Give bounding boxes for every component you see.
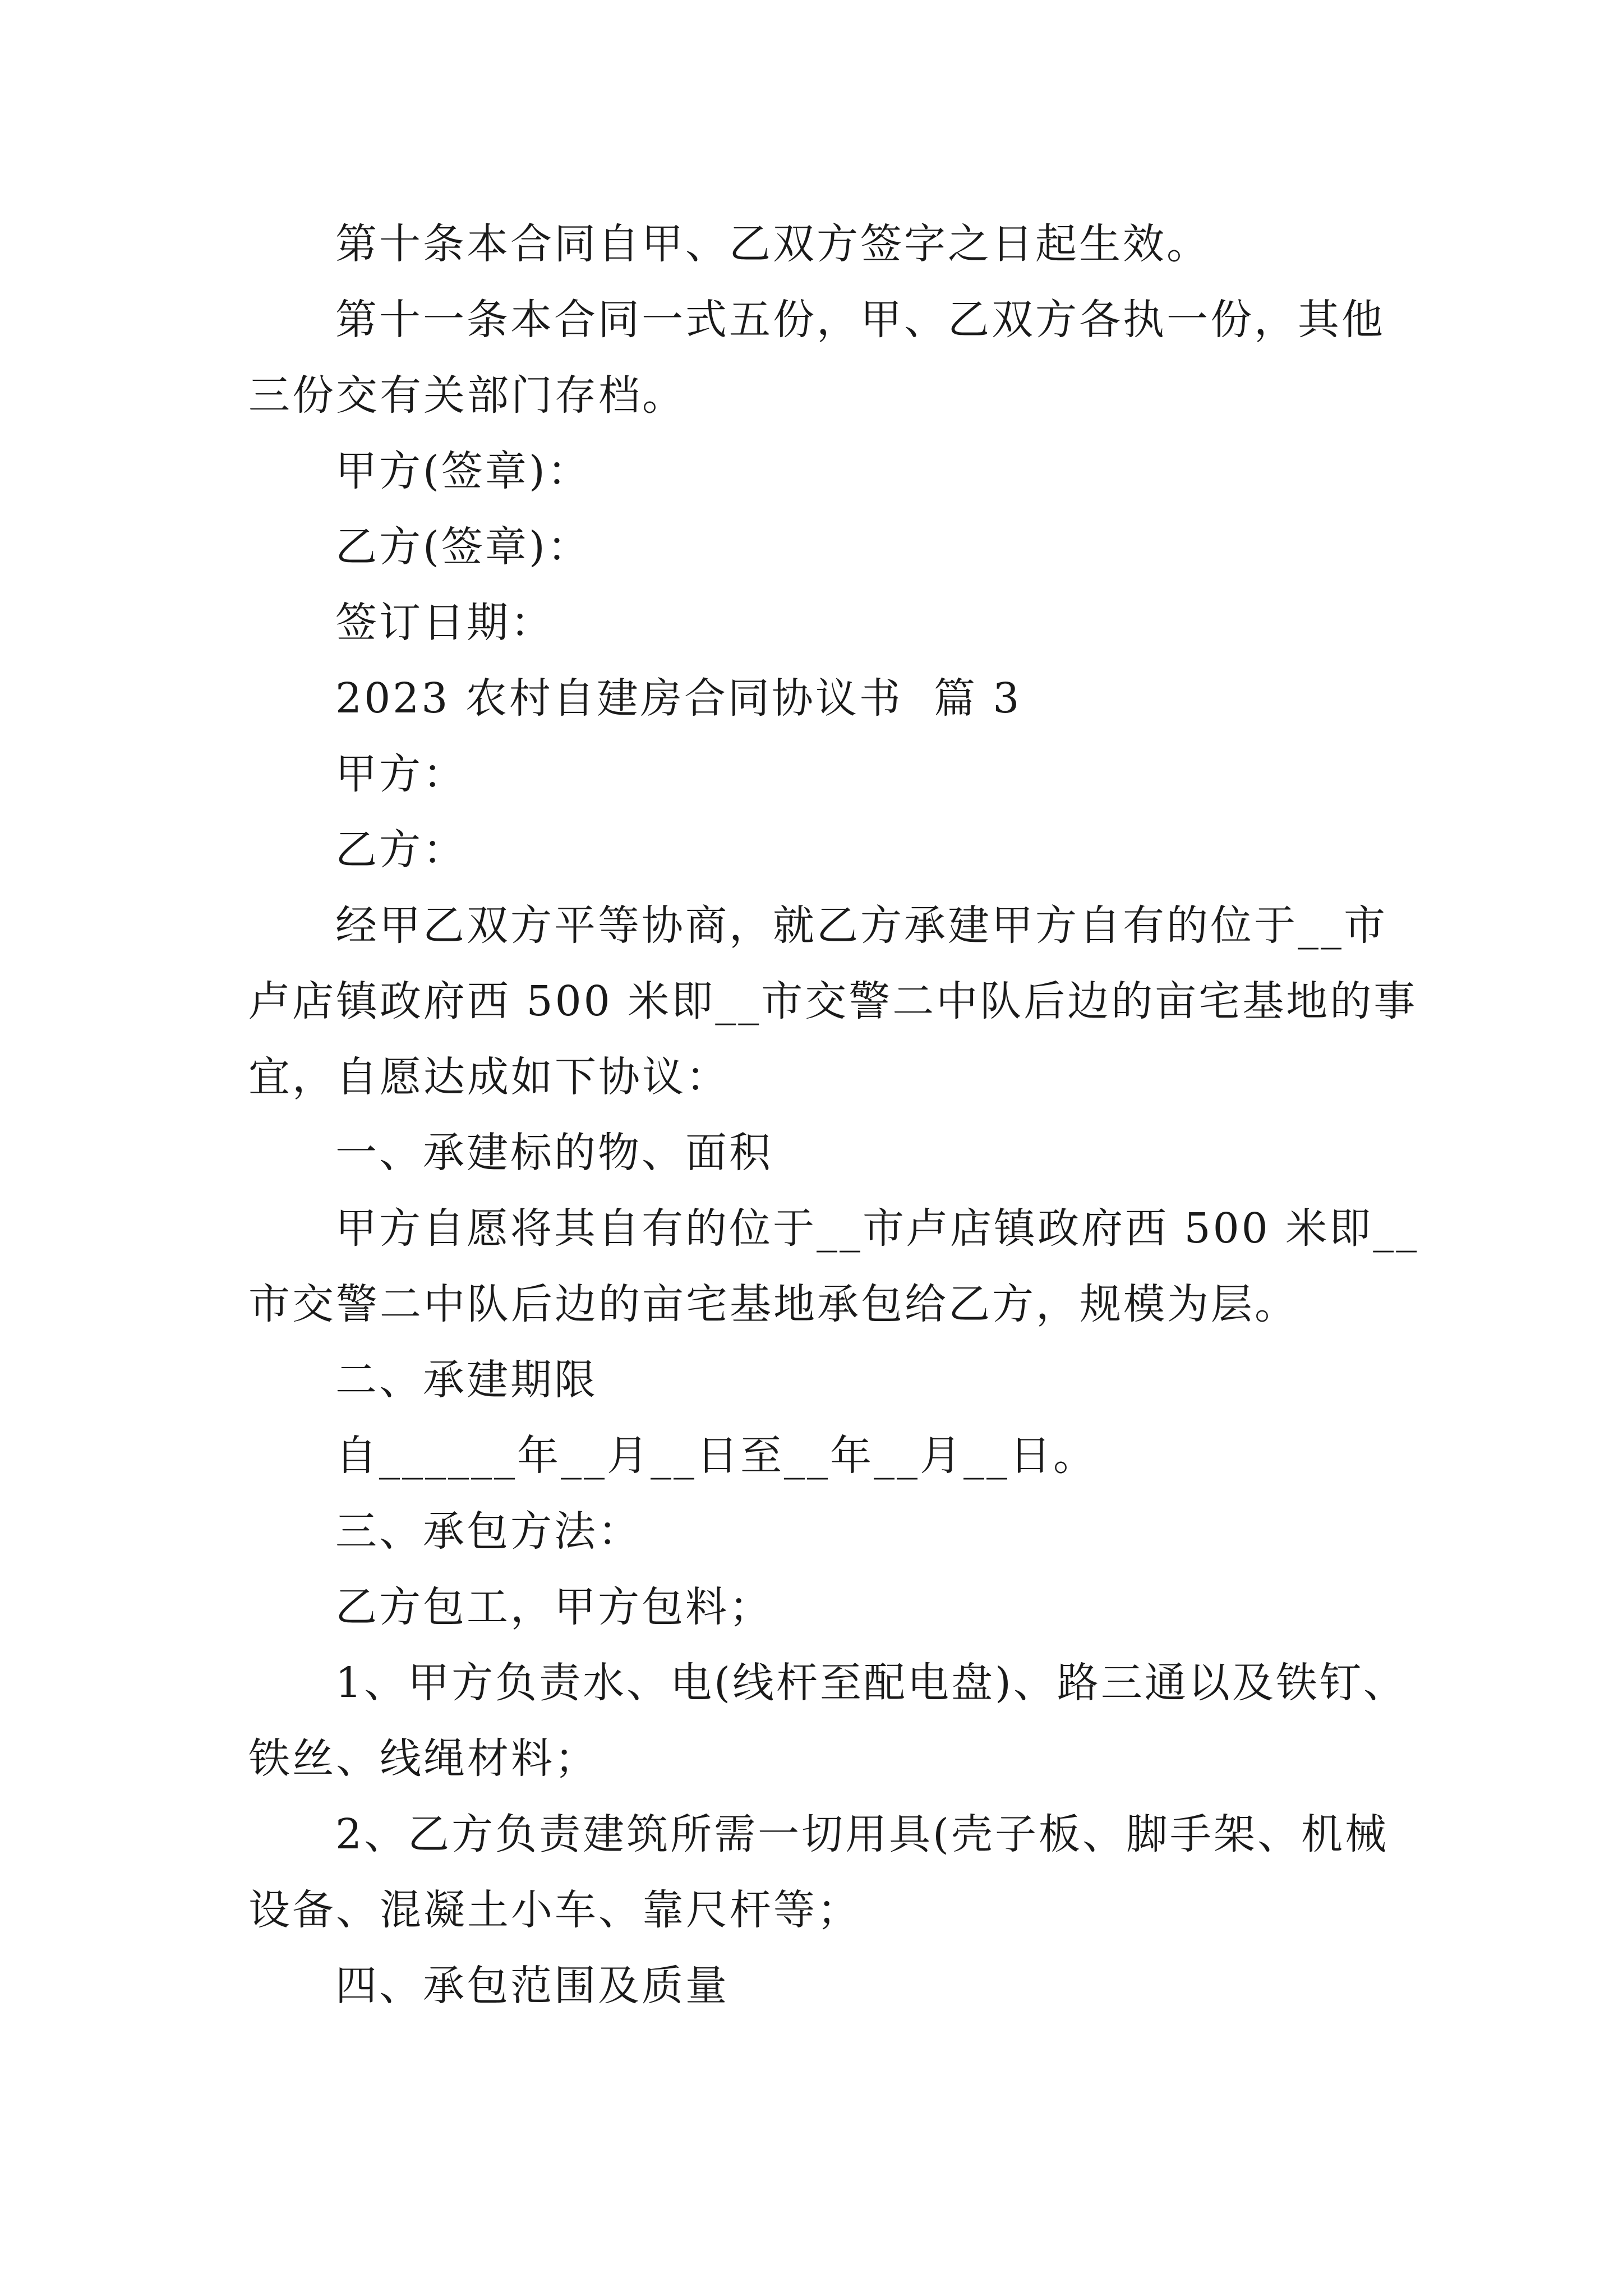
item-2-line-2: 设备、混凝土小车、靠尺杆等； — [248, 1886, 861, 1934]
heading-3: 三、承包方法： — [335, 1507, 642, 1556]
heading-2: 二、承建期限 — [335, 1356, 598, 1404]
section-title: 2023 农村自建房合同协议书 篇 3 — [335, 674, 1022, 723]
signing-date: 签订日期： — [335, 599, 554, 647]
party-a-signature: 甲方(签章)： — [335, 447, 591, 495]
party-a-label: 甲方： — [335, 750, 467, 798]
heading-4: 四、承包范围及质量 — [335, 1962, 729, 2010]
clause-11-line-2: 三份交有关部门存档。 — [248, 371, 686, 420]
party-b-signature: 乙方(签章)： — [335, 523, 591, 571]
clause-1-line-2: 市交警二中队后边的亩宅基地承包给乙方，规模为层。 — [248, 1280, 1298, 1328]
clause-10: 第十条本合同自甲、乙双方签字之日起生效。 — [335, 220, 1210, 268]
clause-1-line-1: 甲方自愿将其自有的位于__市卢店镇政府西 500 米即__ — [335, 1204, 1419, 1253]
preamble-line-2: 卢店镇政府西 500 米即__市交警二中队后边的亩宅基地的事 — [248, 977, 1418, 1025]
clause-3-method: 乙方包工，甲方包料； — [335, 1583, 773, 1631]
item-2-line-1: 2、乙方负责建筑所需一切用具(壳子板、脚手架、机械 — [335, 1810, 1389, 1858]
party-b-label: 乙方： — [335, 826, 467, 874]
item-1-line-2: 铁丝、线绳材料； — [248, 1734, 598, 1783]
item-1-line-1: 1、甲方负责水、电(线杆至配电盘)、路三通以及铁钉、 — [335, 1659, 1407, 1707]
heading-1: 一、承建标的物、面积 — [335, 1129, 773, 1177]
preamble-line-3: 宜，自愿达成如下协议： — [248, 1053, 730, 1101]
clause-2-period: 自______年__月__日至__年__月__日。 — [335, 1432, 1097, 1480]
preamble-line-1: 经甲乙双方平等协商，就乙方承建甲方自有的位于__市 — [335, 901, 1387, 950]
clause-11-line-1: 第十一条本合同一式五份，甲、乙双方各执一份，其他 — [335, 296, 1385, 344]
